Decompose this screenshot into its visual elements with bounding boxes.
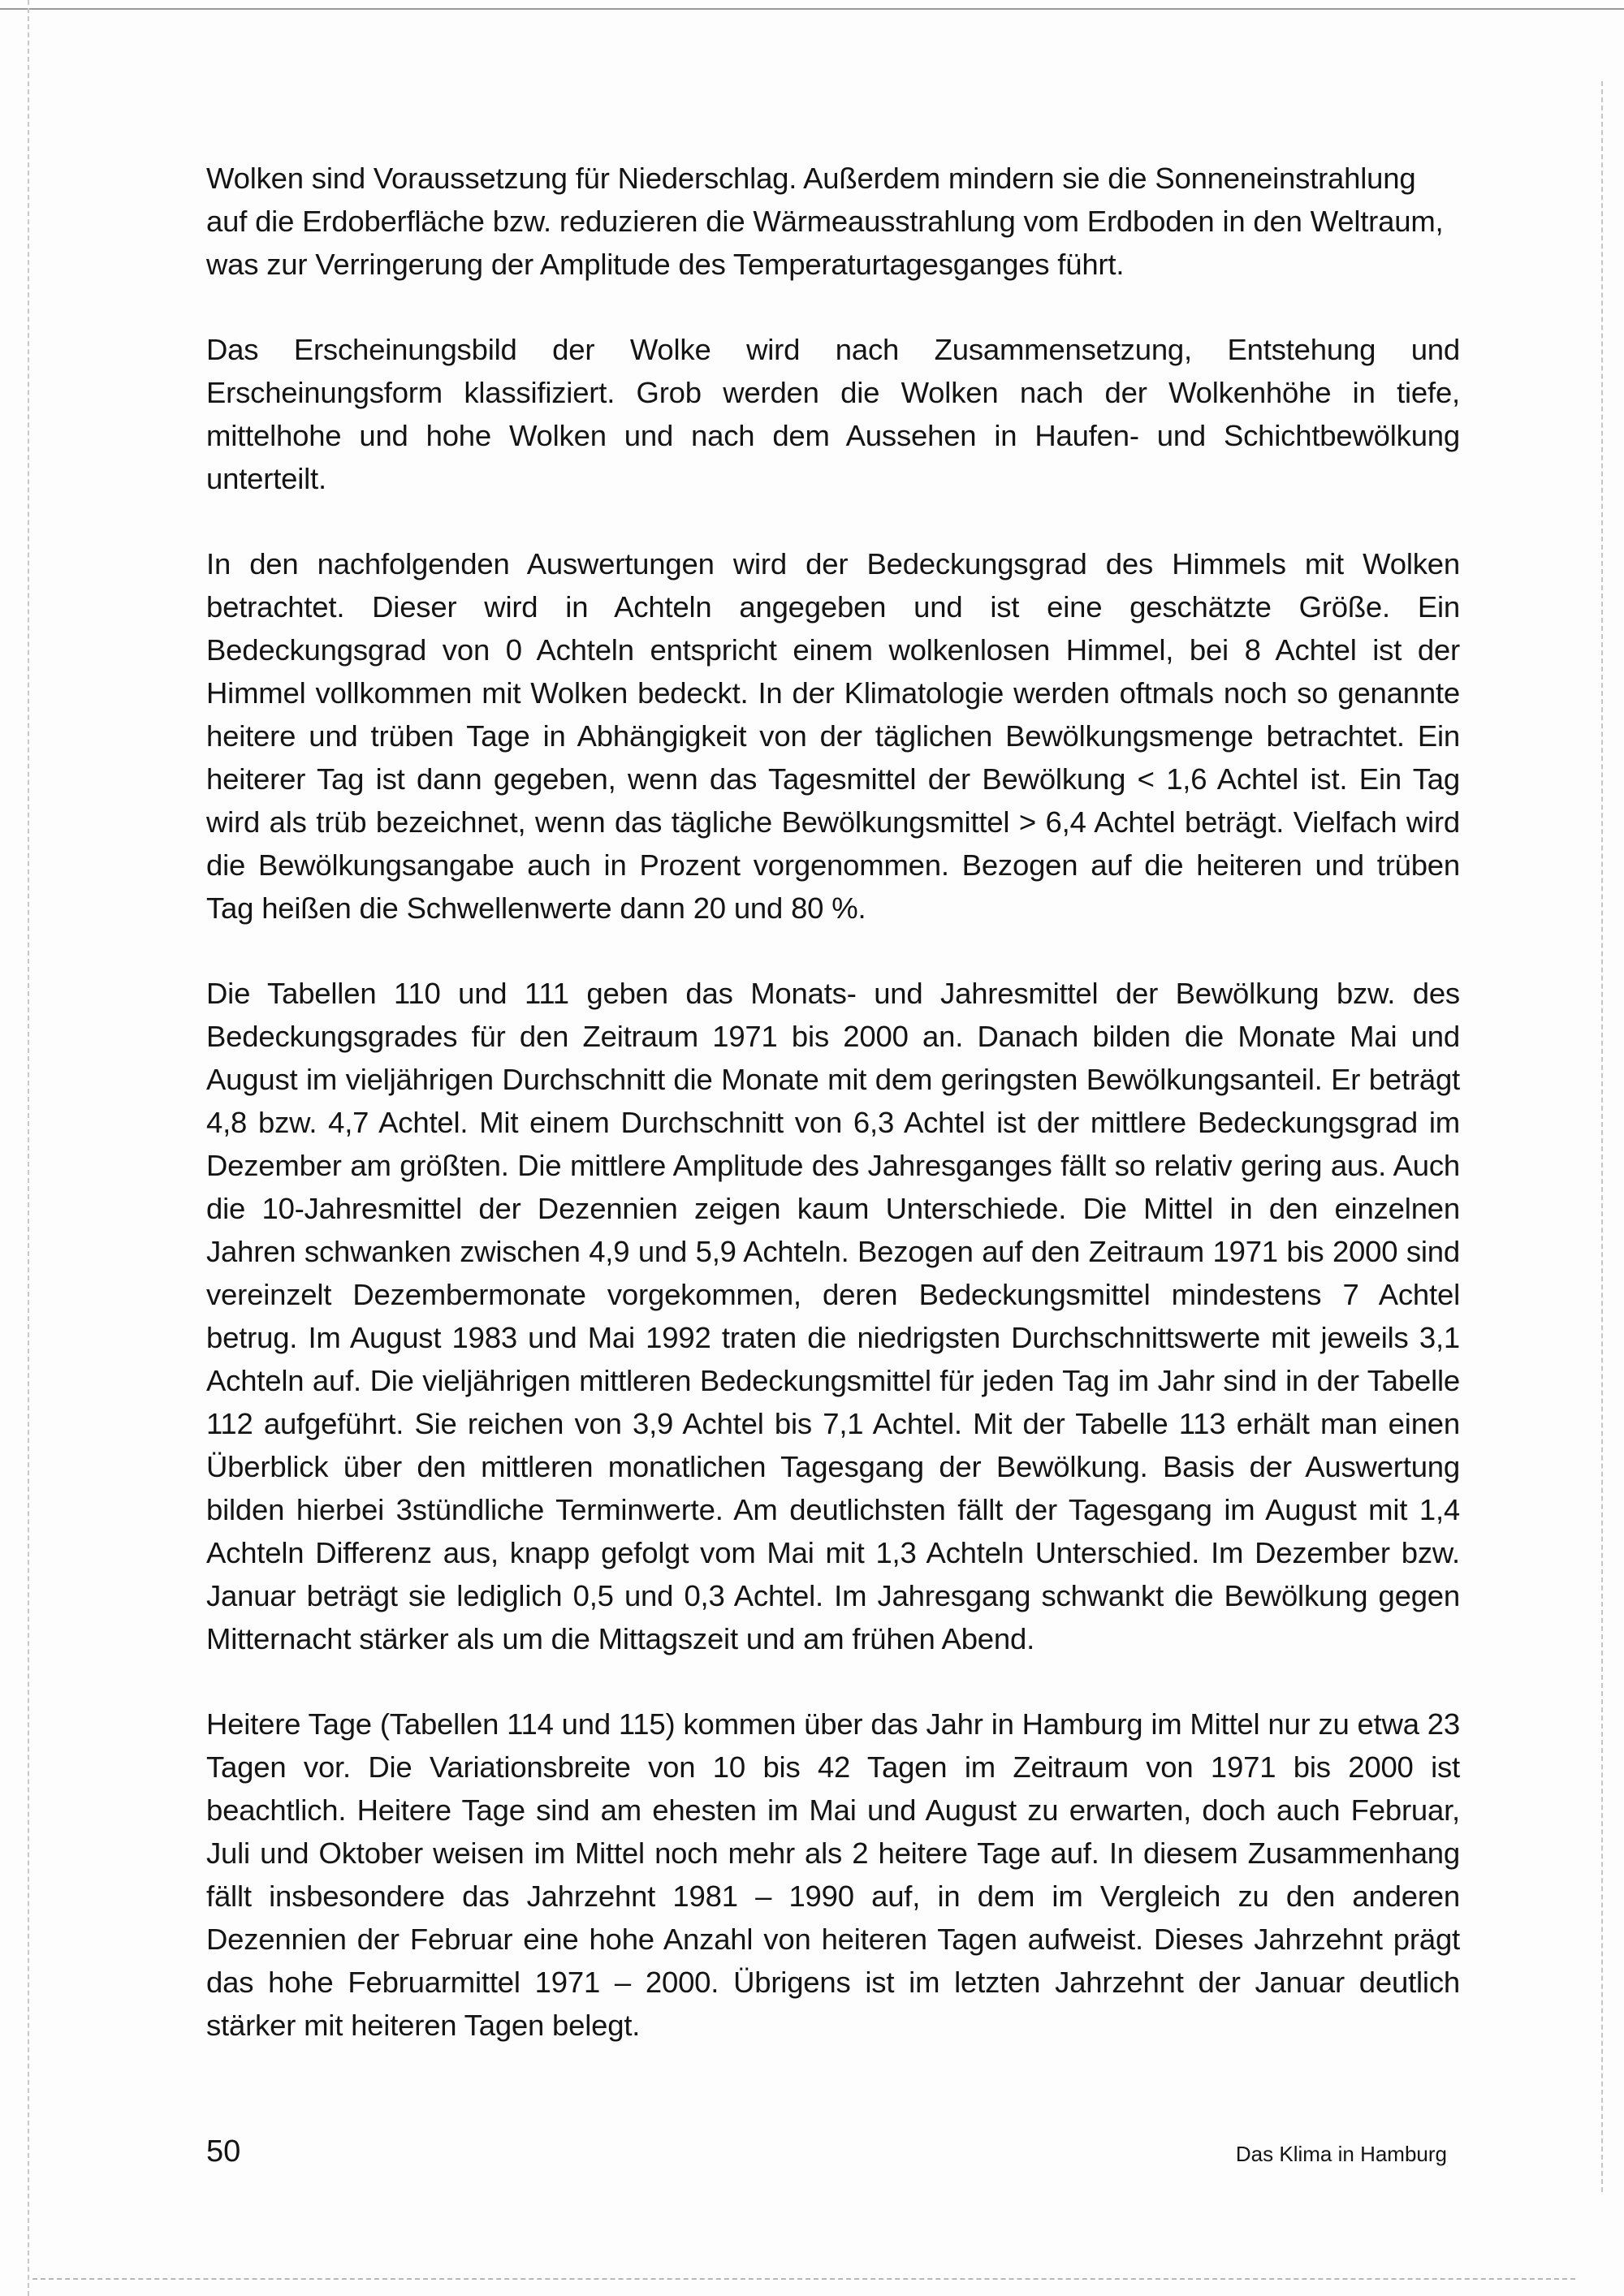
paragraph-tables-110-113: Die Tabellen 110 und 111 geben das Monats- und Jahresmittel der Bewölkung bzw. des Bedeckungsgrades für den Zeitraum 1971 bis 2000 an. Danach bilden die Monate Mai und August im vieljährigen Durchschnitt die Monate mit dem geringsten Bewölkungsanteil. Er beträgt 4,8 bzw. 4,7 Achtel. Mit einem Durchschnitt von 6,3 Achtel ist der mittlere Bedeckungsgrad im Dezember am größten. Die mittlere Amplitude des Jahresganges fällt so relativ gering aus. Auch die 10-Jahresmittel der Dezennien zeigen kaum Unterschiede. Die Mittel in den einzelnen Jahren schwanken zwischen 4,9 und 5,9 Achteln. Bezogen auf den Zeitraum 1971 bis 2000 sind vereinzelt Dezembermonate vorgekommen, deren Bedeckungsmittel mindestens 7 Achtel betrug. Im August 1983 und Mai 1992 traten die niedrigsten Durchschnittswerte mit jeweils 3,1 Achteln auf. Die vieljährigen mittleren Bedeckungsmittel für jeden Tag im Jahr sind in der Tabelle 112 aufgeführt. Sie reichen von 3,9 Achtel bis 7,1 Achtel. Mit der Tabelle 113 erhält man einen Überblick über den mittleren monatlichen Tagesgang der Bewölkung. Basis der Auswertung bilden hierbei 3stündliche Terminwerte. Am deutlichsten fällt der Tagesgang im August mit 1,4 Achteln Differenz aus, knapp gefolgt vom Mai mit 1,3 Achteln Unterschied. Im Dezember bzw. Januar beträgt sie lediglich 0,5 und 0,3 Achtel. Im Jahresgang schwankt die Bewölkung gegen Mitternacht stärker als um die Mittagszeit und am frühen Abend. (206, 977, 1460, 1655)
scan-edge-left (28, 0, 29, 2296)
paragraph-clear-days: Heitere Tage (Tabellen 114 und 115) kommen über das Jahr in Hamburg im Mittel nur zu etwa 23 Tagen vor. Die Variationsbreite von 10 bis 42 Tagen im Zeitraum von 1971 bis 2000 ist beachtlich. Heitere Tage sind am ehesten im Mai und August zu erwarten, doch auch Februar, Juli und Oktober weisen im Mittel noch mehr als 2 heitere Tage auf. In diesem Zusammenhang fällt insbesondere das Jahrzehnt 1981 – 1990 auf, in dem im Vergleich zu den anderen Dezennien der Februar eine hohe Anzahl von heiteren Tagen aufweist. Dieses Jahrzehnt prägt das hohe Februarmittel 1971 – 2000. Übrigens ist im letzten Jahrzehnt der Januar deutlich stärker mit heiteren Tagen belegt. (206, 1707, 1460, 2042)
scan-edge-right (1601, 81, 1603, 2192)
body-text (206, 157, 1460, 2089)
page-number: 50 (206, 2134, 241, 2169)
paragraph-clouds-precipitation: Wolken sind Voraussetzung für Niederschlag. Außerdem mindern sie die Sonneneinstrahlung auf die Erdoberfläche bzw. reduzieren die Wärmeausstrahlung vom Erdboden in den Weltraum, was zur Verringerung der Amplitude des Temperaturtagesganges führt. (206, 162, 1444, 281)
scan-edge-top (0, 8, 1624, 10)
footer-publication-title: Das Klima in Hamburg (1235, 2142, 1447, 2166)
paragraph-coverage-degree: In den nachfolgenden Auswertungen wird der Bedeckungsgrad des Himmels mit Wolken betrachtet. Dieser wird in Achteln angegeben und ist eine geschätzte Größe. Ein Bedeckungsgrad von 0 Achteln entspricht einem wolkenlosen Himmel, bei 8 Achtel ist der Himmel vollkommen mit Wolken bedeckt. In der Klimatologie werden oftmals noch so genannte heitere und trüben Tage in Abhängigkeit von der täglichen Bewölkungsmenge betrachtet. Ein heiterer Tag ist dann gegeben, wenn das Tagesmittel der Bewölkung < 1,6 Achtel ist. Ein Tag wird als trüb bezeichnet, wenn das tägliche Bewölkungsmittel > 6,4 Achtel beträgt. Vielfach wird die Bewölkungsangabe auch in Prozent vorgenommen. Bezogen auf die heiteren und trüben Tag heißen die Schwellenwerte dann 20 und 80 %. (206, 547, 1460, 925)
paragraph-cloud-classification: Das Erscheinungsbild der Wolke wird nach Zusammensetzung, Entstehung und Erscheinungsform klassifiziert. Grob werden die Wolken nach der Wolkenhöhe in tiefe, mittelhohe und hohe Wolken und nach dem Aussehen in Haufen- und Schichtbewölkung unterteilt. (206, 333, 1460, 495)
scan-edge-bottom (32, 2278, 1575, 2280)
